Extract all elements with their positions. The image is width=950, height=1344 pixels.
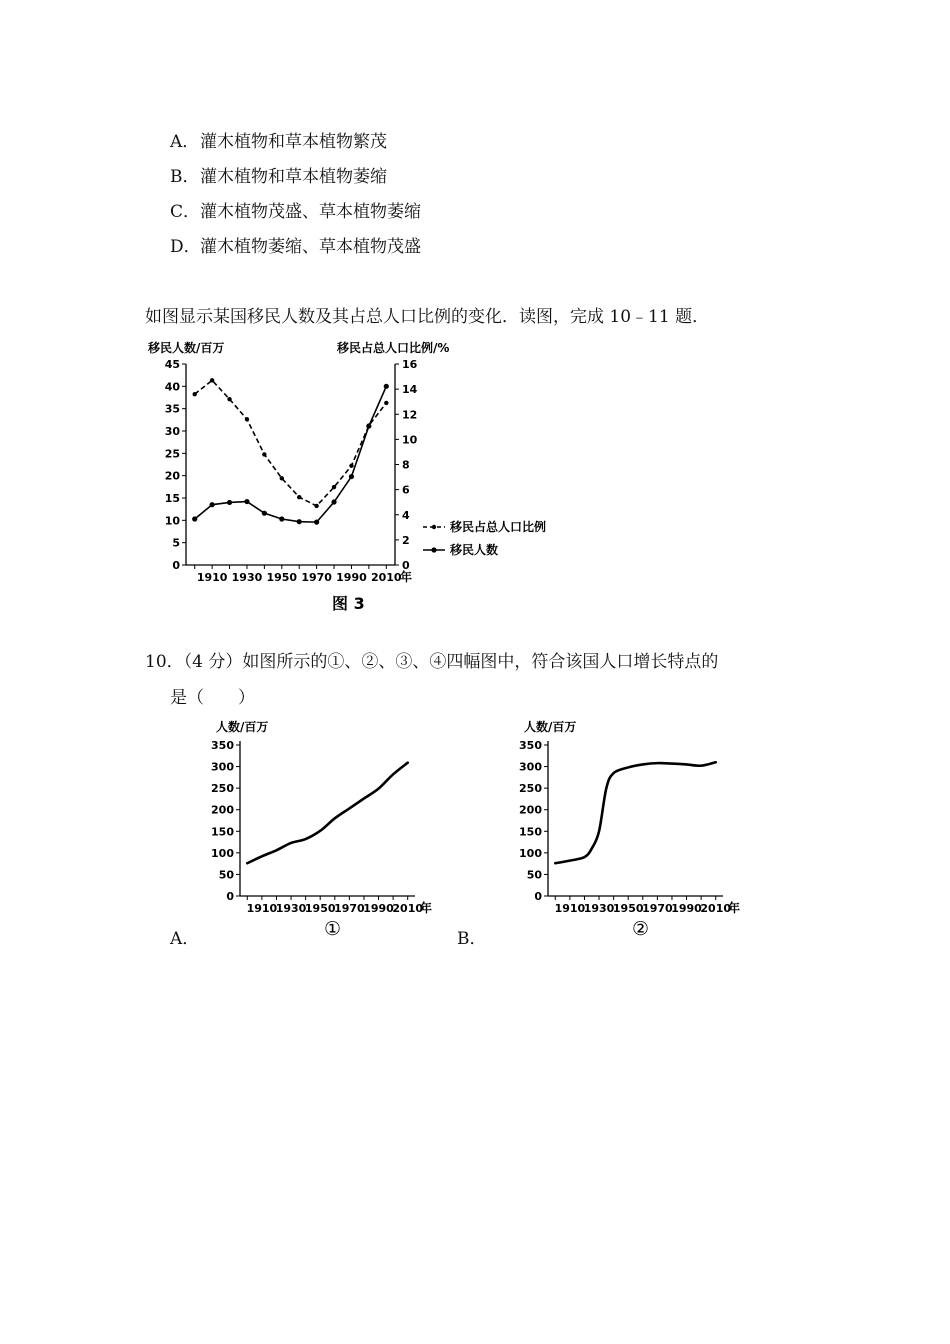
choice-b-label: B． (457, 929, 487, 949)
x-tick-label: 1950 (304, 902, 336, 915)
y-right-tick-label: 10 (402, 433, 418, 447)
option-key: D． (170, 237, 201, 257)
y-right-tick-label: 0 (402, 559, 410, 572)
y-tick-label: 50 (218, 868, 234, 882)
x-tick-label: 1930 (231, 571, 263, 584)
series-point-1 (193, 392, 197, 396)
series-point-2 (192, 516, 197, 521)
intro-paragraph: 如图显示某国移民人数及其占总人口比例的变化．读图，完成 10﹣11 题． (145, 307, 710, 327)
option-text: 灌木植物萎缩、草本植物茂盛 (200, 237, 421, 257)
legend-label: 移民人数 (450, 543, 499, 557)
x-tick-label: 1910 (554, 902, 586, 915)
x-tick-label: 2010 (392, 902, 424, 915)
choice-chart-2 (508, 714, 758, 944)
y-left-tick-label: 35 (164, 402, 180, 416)
series-point-1 (349, 464, 353, 468)
choice-chart-1-svg (200, 714, 450, 944)
question-10-line2: 是（ ） (170, 688, 255, 708)
y-tick-label: 150 (211, 825, 234, 839)
series-point-2 (210, 502, 215, 507)
choice-a-label: A． (170, 929, 200, 949)
y-right-axis-label: 移民占总人口比例/% (337, 341, 450, 355)
chart-caption: ① (323, 918, 342, 940)
question-10-line1: 10．（4 分）如图所示的①、②、③、④四幅图中，符合该国人口增长特点的 (145, 652, 719, 672)
y-tick-label: 150 (519, 825, 542, 839)
y-right-tick-label: 2 (402, 533, 410, 547)
figure-3-chart (140, 336, 580, 621)
y-right-tick-label: 12 (402, 408, 418, 422)
series-point-2 (279, 516, 284, 521)
series-point-1 (245, 417, 249, 421)
series-point-2 (366, 423, 371, 428)
x-tick-label: 1970 (301, 571, 332, 584)
y-left-axis-label: 移民人数/百万 (148, 341, 225, 355)
y-left-tick-label: 45 (164, 358, 180, 371)
option-b (170, 162, 387, 187)
y-tick-label: 200 (519, 803, 542, 817)
series-point-2 (297, 519, 302, 524)
figure-3 (140, 336, 580, 621)
y-right-tick-label: 4 (402, 508, 410, 522)
y-right-tick-label: 16 (402, 358, 418, 371)
option-text: 灌木植物和草本植物繁茂 (200, 132, 387, 152)
x-tick-label: 1950 (612, 902, 644, 915)
y-left-tick-label: 5 (172, 536, 180, 550)
series-point-1 (262, 452, 266, 456)
series-point-2 (331, 499, 336, 504)
option-text: 灌木植物和草本植物萎缩 (200, 167, 387, 187)
x-tick-label: 1990 (336, 571, 367, 584)
option-key: A． (170, 132, 200, 152)
y-tick-label: 0 (226, 890, 234, 903)
series-point-1 (280, 476, 284, 480)
x-tick-label: 1970 (334, 902, 365, 915)
series-point-1 (297, 495, 301, 499)
y-left-tick-label: 0 (172, 559, 180, 572)
series-line-1 (195, 380, 387, 506)
y-tick-label: 350 (519, 739, 542, 752)
series-point-1 (314, 504, 318, 508)
population-curve (247, 763, 407, 864)
series-point-2 (244, 499, 249, 504)
option-key: C． (170, 202, 201, 222)
series-point-2 (384, 384, 389, 389)
y-tick-label: 250 (519, 782, 542, 796)
y-tick-label: 350 (211, 739, 234, 752)
y-right-tick-label: 6 (402, 483, 410, 497)
series-line-2 (195, 386, 387, 522)
x-tick-label: 1910 (246, 902, 278, 915)
legend-label: 移民占总人口比例 (450, 520, 547, 534)
choice-chart-1 (200, 714, 450, 944)
legend-marker-dashed (432, 525, 436, 529)
x-tick-label: 1950 (266, 571, 298, 584)
y-tick-label: 100 (519, 846, 542, 860)
x-tick-label: 1990 (671, 902, 702, 915)
x-axis-unit: 年 (420, 901, 433, 915)
y-right-tick-label: 14 (402, 383, 418, 397)
y-tick-label: 50 (526, 868, 542, 882)
y-left-tick-label: 15 (164, 492, 180, 505)
legend-marker-solid (431, 547, 436, 552)
x-tick-label: 2010 (700, 902, 732, 915)
series-point-1 (210, 378, 214, 382)
y-left-tick-label: 40 (164, 380, 180, 394)
x-tick-label: 1970 (642, 902, 673, 915)
y-tick-label: 100 (211, 846, 234, 860)
option-text: 灌木植物茂盛、草本植物萎缩 (200, 202, 421, 222)
y-axis-label: 人数/百万 (216, 720, 269, 734)
series-point-1 (227, 397, 231, 401)
series-point-1 (332, 485, 336, 489)
series-point-2 (349, 474, 354, 479)
option-a (170, 127, 387, 152)
population-curve (555, 762, 715, 863)
option-d (170, 232, 421, 257)
y-left-tick-label: 20 (164, 469, 180, 483)
y-left-tick-label: 10 (164, 514, 180, 528)
x-axis-unit: 年 (728, 901, 741, 915)
y-tick-label: 250 (211, 782, 234, 796)
y-axis-label: 人数/百万 (524, 720, 577, 734)
series-point-1 (384, 401, 388, 405)
x-tick-label: 1930 (583, 902, 615, 915)
option-c (170, 197, 421, 222)
x-tick-label: 1930 (275, 902, 307, 915)
y-left-tick-label: 25 (164, 447, 180, 461)
y-tick-label: 200 (211, 803, 234, 817)
y-left-tick-label: 30 (164, 425, 180, 438)
figure-caption: 图 3 (332, 594, 365, 613)
y-tick-label: 0 (534, 890, 542, 903)
x-tick-label: 1990 (363, 902, 394, 915)
x-tick-label: 1910 (196, 571, 228, 584)
series-point-2 (262, 511, 267, 516)
y-right-tick-label: 8 (402, 458, 410, 472)
series-point-2 (314, 520, 319, 525)
x-axis-unit: 年 (400, 570, 413, 584)
choice-chart-2-svg (508, 714, 758, 944)
x-tick-label: 2010 (370, 571, 402, 584)
y-tick-label: 300 (519, 760, 542, 774)
chart-caption: ② (631, 918, 650, 940)
option-key: B． (170, 167, 200, 187)
series-point-2 (227, 500, 232, 505)
y-tick-label: 300 (211, 760, 234, 774)
